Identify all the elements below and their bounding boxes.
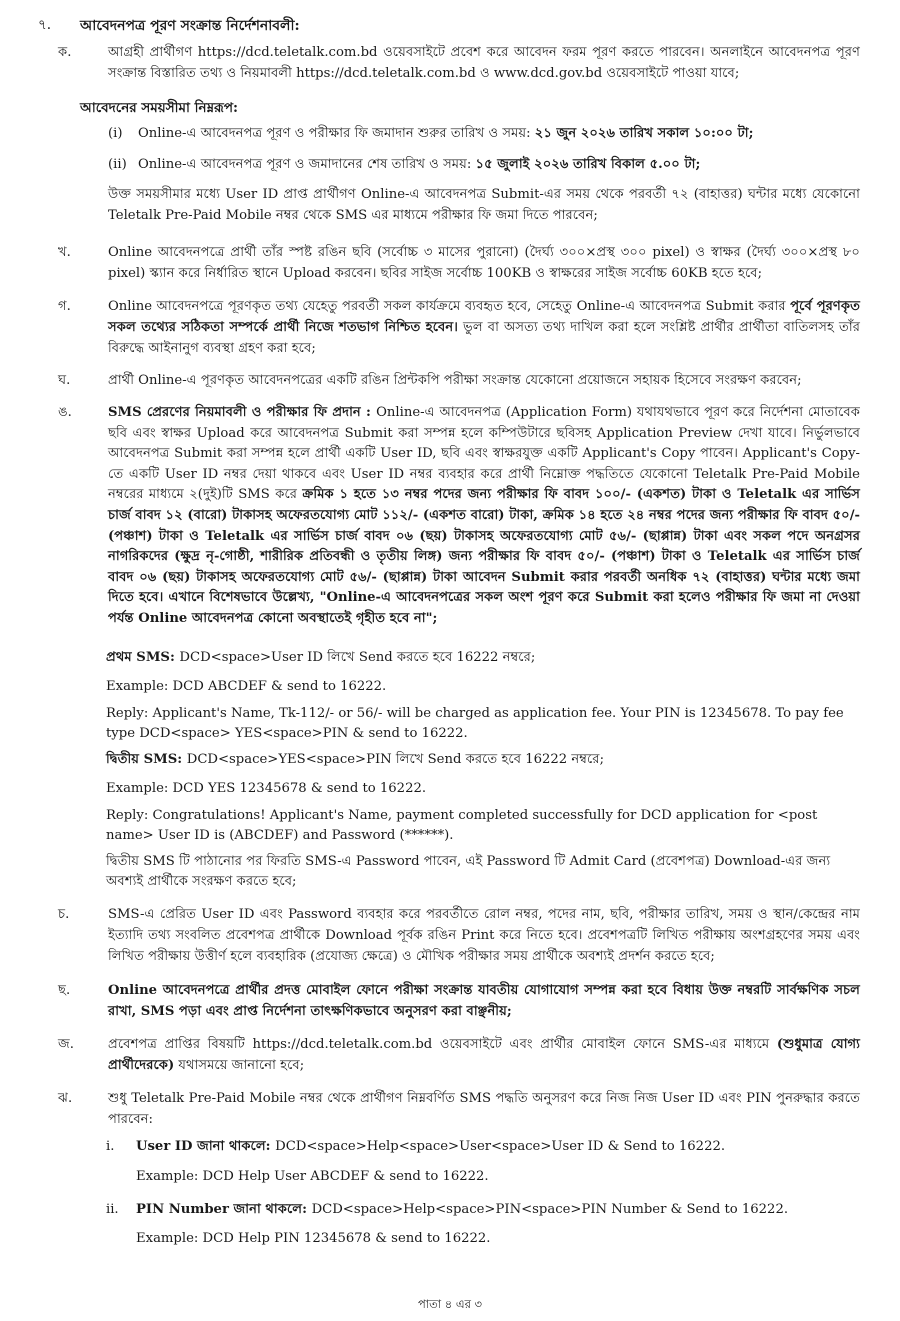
sms-first	[106, 648, 860, 668]
item-ga-bold: পূর্বে পূরণকৃত সকল তথ্যের সঠিকতা সম্পর্কে প্রার্থী নিজে শতভাগ নিশ্চিত হবেন।	[108, 299, 860, 335]
item-ka-text: আগ্রহী প্রার্থীগণ https://dcd.teletalk.com.bd ওয়েবসাইটে প্রবেশ করে আবেদন ফরম পূরণ করতে পারবেন। অনলাইনে আবেদনপত্র পূরণ সংক্রান্ত বিস্তারিত তথ্য ও নিয়মাবলী https://dcd.teletalk.com.bd ও www.dcd.gov.bd ওয়েবসাইটে পাওয়া যাবে;	[108, 45, 860, 81]
recovery-pin	[106, 1199, 860, 1220]
schedule-item-1	[108, 123, 860, 144]
item-ga-text	[108, 296, 860, 359]
sms-second-reply: Reply: Congratulations! Applicant's Name, payment completed successfully for DCD application for <post name> User ID is (ABCDEF) and Password (******).	[106, 808, 818, 843]
schedule-item-1-date: ২১ জুন ২০২৬ তারিখ সকাল ১০:০০ টা;	[534, 126, 754, 141]
item-jha-text: শুধু Teletalk Pre-Paid Mobile নম্বর থেকে প্রার্থীগণ নিম্নবর্ণিত SMS পদ্ধতি অনুসরণ করে নিজ নিজ User ID এবং PIN পুনরুদ্ধার করতে পারবেন:	[108, 1091, 860, 1127]
sms-second-text: DCD<space>YES<space>PIN লিখে Send করতে হবে 16222 নম্বরে;	[186, 752, 605, 767]
item-uma-text-1: Online-এ আবেদনপত্র (Application Form) যথাযথভাবে পূরণ করে নির্দেশনা মোতাবেক ছবি এবং স্বাক্ষর Upload করে আবেদনপত্র Submit করা সম্পন্ন হলে কম্পিউটারে ছবিসহ Application Preview দেখা যাবে। নির্ভুলভাবে আবেদনপত্র Submit করা সম্পন্ন হলে প্রার্থী একটি User ID, ছবি এবং স্বাক্ষরযুক্ত একটি Applicant's Copy পাবেন। Applicant's Copy-তে একটি User ID নম্বর দেয়া থাকবে এবং User ID নম্বর ব্যবহার করে প্রার্থী নিম্নোক্ত পদ্ধতিতে যেকোনো Teletalk Pre-Paid Mobile নম্বরের মাধ্যমে ২(দুই)টি SMS করে	[108, 405, 860, 503]
item-jha-marker: ঝ.	[58, 1091, 73, 1106]
sms-first-text: DCD<space>User ID লিখে Send করতে হবে 16222 নম্বরে;	[179, 650, 536, 665]
schedule-item-2	[108, 154, 860, 175]
sms-password-note: দ্বিতীয় SMS টি পাঠানোর পর ফিরতি SMS-এ Password পাবেন, এই Password টি Admit Card (প্রবেশপত্র) Download-এর জন্য অবশ্যই প্রার্থীকে সংরক্ষণ করতে হবে;	[106, 854, 831, 889]
schedule-note: উক্ত সময়সীমার মধ্যে User ID প্রাপ্ত প্রার্থীগণ Online-এ আবেদনপত্র Submit-এর সময় থেকে পরবর্তী ৭২ (বাহাত্তর) ঘন্টার মধ্যে যেকোনো Teletalk Pre-Paid Mobile নম্বর থেকে SMS এর মাধ্যমে পরীক্ষার ফি জমা দিতে পারবেন;	[108, 187, 860, 223]
item-cha	[58, 904, 860, 967]
recovery-pin-example: Example: DCD Help PIN 12345678 & send to 16222.	[136, 1231, 491, 1246]
item-uma-text	[108, 403, 860, 630]
item-uma	[58, 403, 860, 630]
recovery-pin-label: PIN Number জানা থাকলে:	[136, 1202, 312, 1217]
item-ga-text-2: ভুল বা অসত্য তথ্য দাখিল করা হলে সংশ্লিষ্ট প্রার্থীর প্রার্থীতা বাতিলসহ তাঁর বিরুদ্ধে আইনানুগ ব্যবস্থা গ্রহণ করা হবে;	[108, 320, 860, 356]
item-chha-marker: ছ.	[58, 983, 71, 998]
item-kha-text: Online আবেদনপত্রে প্রার্থী তাঁর স্পষ্ট রঙিন ছবি (সর্বোচ্চ ৩ মাসের পুরানো) (দৈর্ঘ্য ৩০০×প্রস্থ ৩০০ pixel) ও স্বাক্ষর (দৈর্ঘ্য ৩০০×প্রস্থ ৮০ pixel) স্ক্যান করে নির্ধারিত স্থানে Upload করবেন। ছবির সাইজ সর্বোচ্চ 100KB ও স্বাক্ষরের সাইজ সর্বোচ্চ 60KB হতে হবে;	[108, 245, 860, 281]
item-ja-text-2: যথাসময়ে জানানো হবে;	[174, 1058, 305, 1073]
schedule-item-1-marker: (i)	[108, 126, 123, 141]
section-number: ৭.	[38, 17, 52, 33]
sms-second-example: Example: DCD YES 12345678 & send to 16222.	[106, 781, 427, 796]
item-ja-bold: (শুধুমাত্র যোগ্য প্রার্থীদেরকে)	[108, 1037, 860, 1073]
schedule-item-2-date: ১৫ জুলাই ২০২৬ তারিখ বিকাল ৫.০০ টা;	[475, 157, 701, 172]
section-title: আবেদনপত্র পূরণ সংক্রান্ত নির্দেশনাবলী:	[80, 18, 300, 34]
item-gha	[58, 370, 860, 391]
sms-first-reply: Reply: Applicant's Name, Tk-112/- or 56/- will be charged as application fee. Your PIN is 12345678. To pay fee type DCD<space> YES<space>PIN & send to 16222.	[106, 706, 844, 741]
item-ja	[58, 1034, 860, 1076]
item-chha	[58, 980, 860, 1022]
item-kha-marker: খ.	[58, 245, 71, 260]
schedule-heading: আবেদনের সময়সীমা নিম্নরূপ:	[80, 100, 239, 116]
item-ja-text	[108, 1034, 860, 1076]
item-ga	[58, 296, 860, 359]
recovery-pin-text: DCD<space>Help<space>PIN<space>PIN Number & Send to 16222.	[311, 1202, 789, 1217]
item-gha-text: প্রার্থী Online-এ পূরণকৃত আবেদনপত্রের একটি রঙিন প্রিন্টকপি পরীক্ষা সংক্রান্ত যেকোনো প্রয়োজনে সহায়ক হিসেবে সংরক্ষণ করবেন;	[108, 373, 802, 388]
schedule-item-1-text: Online-এ আবেদনপত্র পূরণ ও পরীক্ষার ফি জমাদান শুরুর তারিখ ও সময়:	[138, 126, 535, 141]
recovery-pin-marker: ii.	[106, 1202, 119, 1217]
item-uma-heading: SMS প্রেরণের নিয়মাবলী ও পরীক্ষার ফি প্রদান :	[108, 405, 377, 420]
item-uma-bold: ক্রমিক ১ হতে ১৩ নম্বর পদের জন্য পরীক্ষার ফি বাবদ ১০০/- (একশত) টাকা ও Teletalk এর সার্ভিস চার্জ বাবদ ১২ (বারো) টাকাসহ অফেরতযোগ্য মোট ১১২/- (একশত বারো) টাকা, ক্রমিক ১৪ হতে ২৪ নম্বর পদের জন্য পরীক্ষার ফি বাবদ ৫০/- (পঞ্চাশ) টাকা ও Teletalk এর সার্ভিস চার্জ বাবদ ০৬ (ছয়) টাকাসহ অফেরতযোগ্য মোট ৫৬/- (ছাপ্পান্ন) টাকা এবং সকল পদে অনগ্রসর নাগরিকদের (ক্ষুদ্র নৃ-গোষ্ঠী, শারীরিক প্রতিবন্ধী ও তৃতীয় লিঙ্গ) জন্য পরীক্ষার ফি বাবদ ৫০/- (পঞ্চাশ) টাকা ও Teletalk এর সার্ভিস চার্জ বাবদ ০৬ (ছয়) টাকাসহ অফেরতযোগ্য মোট ৫৬/- (ছাপ্পান্ন) টাকা আবেদন Submit করার পরবর্তী অনধিক ৭২ (বাহাত্তর) ঘন্টার মধ্যে জমা দিতে হবে। এখানে বিশেষভাবে উল্লেখ্য, "Online-এ আবেদনপত্রের সকল অংশ পূরণ করে Submit করা হলেও পরীক্ষার ফি জমা না দেওয়া পর্যন্ত Online আবেদনপত্র কোনো অবস্থাতেই গৃহীত হবে না";	[108, 487, 860, 626]
schedule-item-2-text: Online-এ আবেদনপত্র পূরণ ও জমাদানের শেষ তারিখ ও সময়:	[138, 157, 476, 172]
item-ja-marker: জ.	[58, 1037, 74, 1052]
item-ka-marker: ক.	[58, 45, 72, 60]
item-ka	[58, 42, 860, 84]
sms-second-label: দ্বিতীয় SMS:	[106, 752, 187, 767]
item-uma-marker: ঙ.	[58, 405, 72, 420]
page-number: পাতা ৪ এর ৩	[417, 1297, 483, 1311]
item-jha	[58, 1088, 860, 1130]
schedule-item-2-marker: (ii)	[108, 157, 127, 172]
recovery-user-id	[106, 1136, 860, 1157]
recovery-user-id-marker: i.	[106, 1139, 115, 1154]
recovery-user-id-text: DCD<space>Help<space>User<space>User ID & Send to 16222.	[275, 1139, 726, 1154]
item-kha	[58, 242, 860, 284]
recovery-user-id-example: Example: DCD Help User ABCDEF & send to 16222.	[136, 1169, 489, 1184]
item-ga-marker: গ.	[58, 299, 71, 314]
item-gha-marker: ঘ.	[58, 373, 71, 388]
item-ja-text-1: প্রবেশপত্র প্রাপ্তির বিষয়টি https://dcd.teletalk.com.bd ওয়েবসাইটে এবং প্রার্থীর মোবাইল ফোনে SMS-এর মাধ্যমে	[108, 1037, 777, 1052]
item-ga-text-1: Online আবেদনপত্রে পূরণকৃত তথ্য যেহেতু পরবর্তী সকল কার্যক্রমে ব্যবহৃত হবে, সেহেতু Online-এ আবেদনপত্র Submit করার	[108, 299, 791, 314]
sms-second	[106, 750, 860, 770]
item-cha-text: SMS-এ প্রেরিত User ID এবং Password ব্যবহার করে পরবর্তীতে রোল নম্বর, পদের নাম, ছবি, পরীক্ষার তারিখ, সময় ও স্থান/কেন্দ্রের নাম ইত্যাদি তথ্য সংবলিত প্রবেশপত্র প্রার্থীকে Download পূর্বক রঙিন Print করে নিতে হবে। প্রবেশপত্রটি লিখিত পরীক্ষায় অংশগ্রহণের সময় এবং লিখিত পরীক্ষায় উত্তীর্ণ হলে ব্যবহারিক (প্রযোজ্য ক্ষেত্রে) ও মৌখিক পরীক্ষার সময় প্রার্থীকে অবশ্যই প্রদর্শন করতে হবে;	[108, 907, 860, 964]
sms-first-label: প্রথম SMS:	[106, 650, 180, 665]
item-cha-marker: চ.	[58, 907, 70, 922]
sms-first-example: Example: DCD ABCDEF & send to 16222.	[106, 679, 387, 694]
recovery-user-id-label: User ID জানা থাকলে:	[136, 1139, 276, 1154]
item-chha-text: Online আবেদনপত্রে প্রার্থীর প্রদত্ত মোবাইল ফোনে পরীক্ষা সংক্রান্ত যাবতীয় যোগাযোগ সম্পন্ন করা হবে বিধায় উক্ত নম্বরটি সার্বক্ষণিক সচল রাখা, SMS পড়া এবং প্রাপ্ত নির্দেশনা তাৎক্ষণিকভাবে অনুসরণ করা বাঞ্ছনীয়;	[108, 983, 860, 1019]
